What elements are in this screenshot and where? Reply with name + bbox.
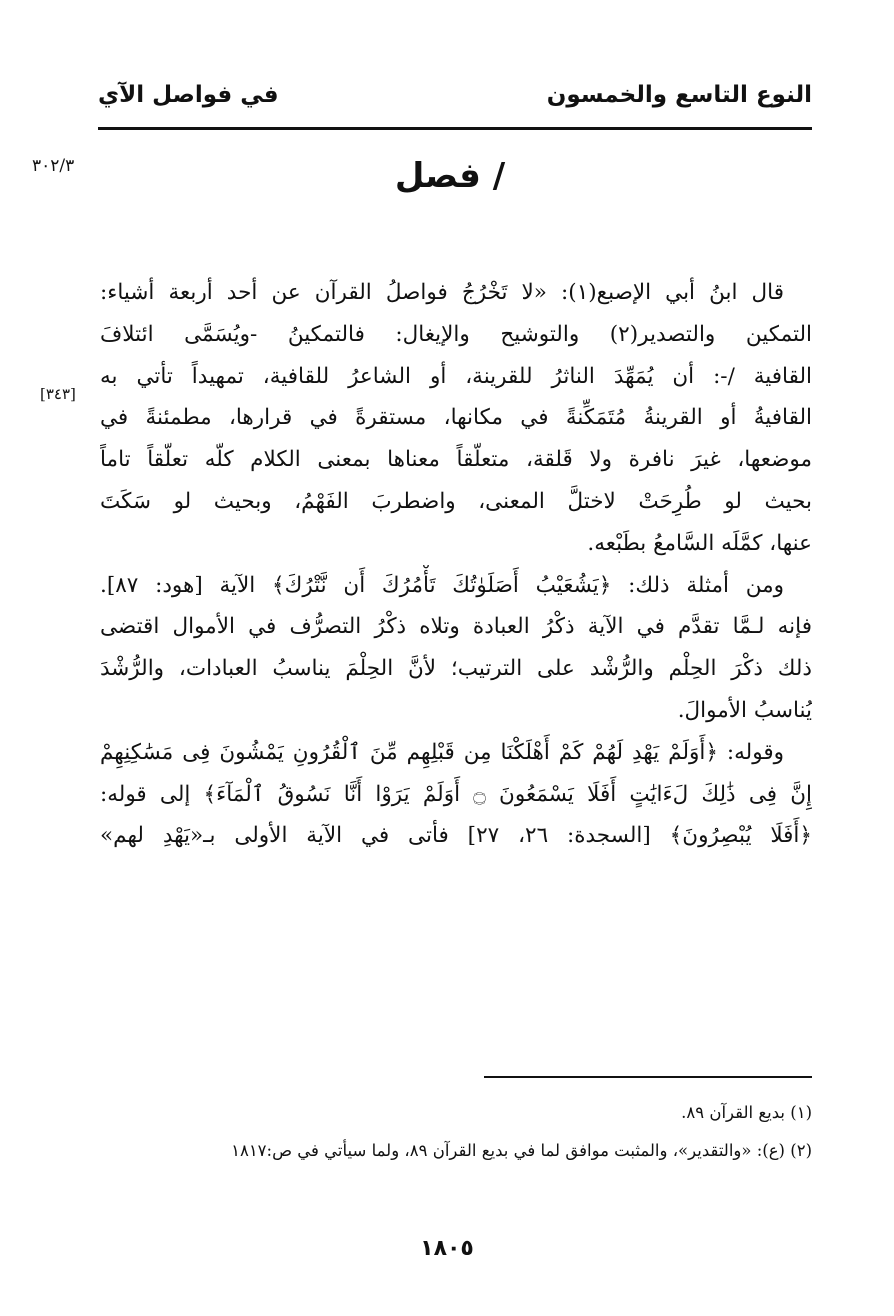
- body-line: القافيةُ أو القرينةُ مُتَمَكِّنةً في مكانها، مستقرةً في قرارها، مطمئنةً في: [100, 405, 812, 431]
- body-line: ومن أمثلة ذلك: ﴿يَشُعَيْبُ أَصَلَوٰتُكَ تَأْمُرُكَ أَن نَّتْرُكَ﴾ الآية [هود: ٨٧].: [100, 572, 784, 598]
- footnotes: [98, 1094, 812, 1170]
- chapter-title: النوع التاسع والخمسون: [546, 82, 812, 108]
- footnote-1: (١) بديع القرآن ٨٩.: [681, 1103, 812, 1122]
- volume-page-ref: ٣٠٢/٣: [32, 156, 75, 176]
- body-line: ذلك ذكْرَ الحِلْم والرُّشْد على الترتيب؛ لأنَّ الحِلْمَ يناسبُ العبادات، والرُّشْدَ: [100, 656, 812, 682]
- body-line: إِنَّ فِى ذَٰلِكَ لَءَايَٰتٍ أَفَلَا يَسْمَعُونَ ۝ أَوَلَمْ يَرَوْا أَنَّا نَسُوقُ ٱلْمَآءَ﴾ إلى قوله:: [100, 781, 812, 807]
- body-line: بحيث لو طُرِحَتْ لاختلَّ المعنى، واضطربَ الفَهْمُ، وبحيث لو سَكَتَ: [100, 488, 812, 514]
- body-line: وقوله: ﴿أَوَلَمْ يَهْدِ لَهُمْ كَمْ أَهْلَكْنَا مِن قَبْلِهِم مِّنَ ٱلْقُرُونِ يَمْشُونَ فِى مَسَٰكِنِهِمْ: [100, 739, 784, 765]
- body-line: موضعها، غيرَ نافرة ولا قَلقة، متعلّقاً معناها بمعنى الكلام كلّه تعلّقاً تاماً: [100, 447, 812, 473]
- topic-title: في فواصل الآي: [98, 82, 279, 108]
- body-line: قال ابنُ أبي الإصبع(١): «لا تَخْرُجُ فواصلُ القرآن عن أحد أربعة أشياء:: [100, 280, 784, 305]
- body-line: التمكين والتصدير(٢) والتوشيح والإيغال: فالتمكينُ -ويُسَمَّى ائتلافَ: [100, 321, 812, 347]
- body-line: فإنه لـمَّا تقدَّم في الآية ذكْرُ العبادة وتلاه ذكْرُ التصرُّف في الأموال اقتضى: [100, 614, 812, 640]
- footnote-2: (٢) (ع): «والتقدير»، والمثبت موافق لما في بديع القرآن ٨٩، ولما سيأتي في ص:١٨١٧: [231, 1141, 812, 1160]
- manuscript-folio-ref: [٣٤٣]: [40, 385, 76, 403]
- body-line: القافية /-: أن يُمَهِّدَ الناثرُ للقرينة، أو الشاعرُ للقافية، تمهيداً تأتي به: [100, 363, 812, 389]
- body-line: عنها، كمَّلَه السَّامعُ بطَبْعه.: [587, 530, 812, 556]
- page-number: ١٨٠٥: [420, 1236, 474, 1261]
- body-line: ﴿أَفَلَا يُبْصِرُونَ﴾ [السجدة: ٢٦، ٢٧] فأتى في الآية الأولى بـ«يَهْدِ لهم»: [100, 823, 812, 849]
- footnote-rule: [484, 1076, 812, 1078]
- section-title: / فصل: [394, 156, 506, 196]
- body-text: [100, 272, 812, 857]
- header-rule: [98, 127, 812, 130]
- running-head: [98, 72, 812, 118]
- body-line: يُناسبُ الأموالَ.: [677, 697, 812, 723]
